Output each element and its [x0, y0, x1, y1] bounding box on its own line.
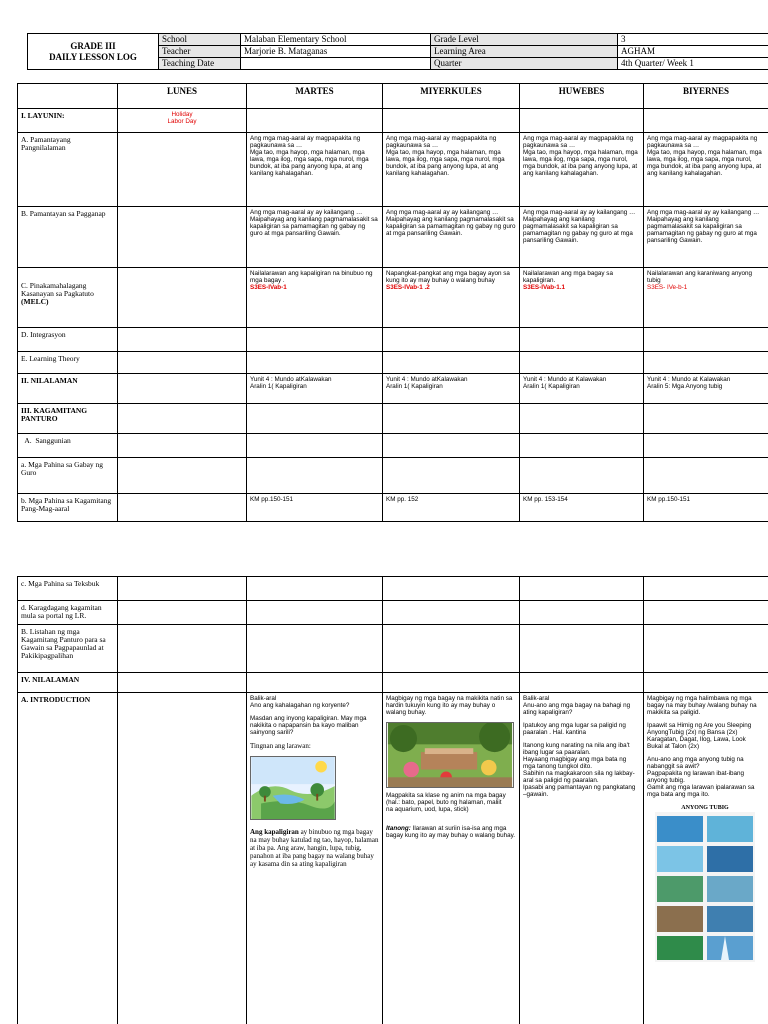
row-label: b. Mga Pahina sa Kagamitang Pang-Mag-aaral: [18, 494, 118, 522]
anyong-tubig-chart: [655, 804, 755, 962]
environment-illustration: [250, 756, 336, 820]
cell-text: Magbigay ng mga halimbawa ng mga bagay na may buhay /walang buhay na makikita sa paligid.: [647, 695, 757, 716]
row-label: d. Karagdagang kagamitan mula sa portal ng LR.: [18, 601, 118, 625]
melc-text: Napangkat-pangkat ang mga bagay ayon sa kung ito ay may buhay o walang buhay: [386, 270, 510, 284]
cell-text: Balik-aral Ano ang kahalagahan ng koryente?: [250, 695, 350, 709]
teacher-value: Marjorie B. Mataganas: [241, 46, 431, 58]
water-forms-photos: [655, 812, 755, 962]
cell-text: Magbigay ng mga bagay na makikita natin sa hardin tukuyin kung ito ay may buhay o walang buhay.: [386, 695, 513, 716]
cell-text: [386, 825, 516, 839]
grade-level-value: 3: [618, 34, 768, 46]
melc-text: Nailalarawan ang kapaligiran na binubuo ng mga bagay .: [250, 270, 373, 284]
cell-text: Yunit 4 : Mundo atKalawakan Aralin 1( Kapaligiran: [383, 374, 520, 404]
corner-cell: [18, 84, 118, 109]
melc-abbr: (MELC): [21, 297, 49, 306]
day-header: MIYERKULES: [383, 84, 520, 109]
day-header: LUNES: [118, 84, 247, 109]
day-header: MARTES: [247, 84, 383, 109]
day-header: HUWEBES: [520, 84, 644, 109]
quarter-value: 4th Quarter/ Week 1: [618, 58, 768, 70]
cell-text: Ang mga mag-aaral ay magpapakita ng pagkaunawa sa … Mga tao, mga hayop, mga halaman, mga lawa, mga ilog, mga sapa, mga nurol, mga bundok, at iba pang anyong lupa, at ang kanilang kahalagahan.: [520, 133, 644, 207]
log-title: [28, 34, 159, 70]
cell-text: Ang mga mag-aaral ay magpapakita ng pagkaunawa sa … Mga tao, mga hayop, mga halaman, mga lawa, mga ilog, mga sapa, mga nurol, mga bundok, at iba pang anyong lupa, at ang kanilang kahalagahan.: [644, 133, 768, 207]
row-label: IV. NILALAMAN: [18, 673, 118, 693]
cell-text: [644, 268, 768, 328]
row-label: B. Pamantayan sa Pagganap: [18, 207, 118, 268]
melc-code: S3ES- IVe-b-1: [647, 284, 688, 291]
melc-label: C. Pinakamahalagang Kasanayan sa Pagkatuto: [21, 281, 94, 298]
cell-text: Itanong kung narating na nila ang iba't ibang lugar sa paaralan. Hayaang magbigay ang mga bata ng mga tanong tungkol dito. Sabihin na magkakaroon sila ng lakbay-aral sa paligid ng paaralan. Ipasabi ang pamantayan ng pangkatang –gawain.: [523, 742, 636, 798]
row-label: III. KAGAMITANG PANTURO: [18, 404, 118, 434]
row-label: II. NILALAMAN: [18, 374, 118, 404]
row-label: I. LAYUNIN:: [18, 109, 118, 133]
garden-photo: [386, 722, 514, 788]
melc-code: S3ES-IVab-1 .2: [386, 284, 430, 291]
melc-text: Nailalarawan ang mga bagay sa kapaligiran.: [523, 270, 613, 284]
cell-text: Anu-ano ang mga anyong tubig na nabanggit sa awit? Pagpapakita ng larawan ibat-ibang anyong tubig. Gamit ang mga larawan ipalarawan sa mga bata ang mga ito.: [647, 756, 755, 798]
day-header: BIYERNES: [644, 84, 768, 109]
cell-text: Yunit 4 : Mundo atKalawakan Aralin 1( Kapaligiran: [247, 374, 383, 404]
intro-cell-wed: [383, 693, 520, 1024]
kapaligiran-term: Ang kapaligiran: [250, 828, 299, 836]
cell-text: [247, 268, 383, 328]
melc-text: Nailalarawan ang karaniwang anyong tubig: [647, 270, 753, 284]
cell-text: Yunit 4 : Mundo at Kalawakan Aralin 5: Mga Anyong tubig: [644, 374, 768, 404]
learning-area-value: AGHAM: [618, 46, 768, 58]
itanong-label: Itanong:: [386, 825, 411, 832]
row-label: E. Learning Theory: [18, 352, 118, 374]
cell-text: Masdan ang inyong kapaligiran. May mga nakikita o napapansin ba kayo maliban sainyong sarili?: [250, 715, 367, 736]
cell-text: Magpakita sa klase ng anim na mga bagay (hal.: bato, papel, buto ng halaman, maliit na aquarium, uod, lupa, stick): [386, 792, 506, 813]
row-label: B. Listahan ng mga Kagamitang Panturo para sa Gawain sa Pagpapaunlad at Pakikipagpalihan: [18, 625, 118, 673]
cell-text: KM pp.150-151: [644, 494, 768, 522]
cell-text: [383, 268, 520, 328]
school-label: School: [159, 34, 241, 46]
anyong-tubig-title: ANYONG TUBIG: [681, 805, 729, 811]
melc-code: S3ES-IVab-1.1: [523, 284, 565, 291]
cell-text: Balik-aral Anu-ano ang mga bagay na bahagi ng ating kapaligiran?: [523, 695, 631, 716]
cell-text: [520, 268, 644, 328]
header-table: [27, 33, 768, 70]
row-label: [18, 268, 118, 328]
cell-text: Ang mga mag-aaral ay ay kailangang … Maipahayag ang kanilang pagmamalasakit sa kapaligiran sa pamamagitan ng gabay ng guro at mga pansariling Gawain.: [520, 207, 644, 268]
itanong-text: Ilarawan at suriin isa-isa ang mga bagay kung ito ay may buhay o walang buhay.: [386, 825, 516, 839]
holiday-text: Holiday: [171, 111, 193, 118]
lesson-table-continued: [17, 576, 768, 1024]
row-label: A. INTRODUCTION: [18, 693, 118, 1024]
cell-text: Ang mga mag-aaral ay ay kailangang … Maipahayag ang kanilang pagmamalasakit sa kapaligiran sa pamamagitan ng gabay ng guro at mga pansariling Gawain.: [383, 207, 520, 268]
teacher-label: Teacher: [159, 46, 241, 58]
intro-cell-tue: [247, 693, 383, 1024]
cell-text: Yunit 4 : Mundo at Kalawakan Aralin 1( Kapaligiran: [520, 374, 644, 404]
kapaligiran-definition: ay binubuo ng mga bagay na may buhay katulad ng tao, hayop, halaman at iba pa. Ang araw, hangin, lupa, tubig, panahon at iba pang bagay na walang buhay ay kasama din sa ating kapaligiran: [250, 828, 379, 868]
cell-text: Ipaawit sa Himig ng Are you Sleeping AnyongTubig (2x) ng Bansa (2x) Karagatan, Dagat, Ilog, Lawa, Look Bukal at Talon (2x): [647, 722, 752, 750]
labor-day-text: Labor Day: [167, 118, 197, 125]
row-label: D. Integrasyon: [18, 328, 118, 352]
quarter-label: Quarter: [431, 58, 618, 70]
teaching-date-value: [241, 58, 431, 70]
row-label: A. Sanggunian: [18, 434, 118, 458]
daily-lesson-log-title: DAILY LESSON LOG: [49, 51, 137, 62]
cell-text: Ang mga mag-aaral ay magpapakita ng pagkaunawa sa … Mga tao, mga hayop, mga halaman, mga lawa, mga ilog, mga sapa, mga nurol, mga bundok, at iba pang anyong lupa, at ang kanilang kahalagahan.: [383, 133, 520, 207]
cell-text: Ang mga mag-aaral ay ay kailangang … Maipahayag ang kanilang pagmamalasakit sa kapaligiran sa pamamagitan ng gabay ng guro at mga pansariling Gawain.: [247, 207, 383, 268]
cell-text: Ang mga mag-aaral ay ay kailangang … Maipahayag ang kanilang pagmamalasakit sa kapaligiran sa pamamagitan ng gabay ng guro at mga pansariling Gawain.: [644, 207, 768, 268]
lesson-table: [17, 83, 768, 522]
intro-cell-fri: [644, 693, 768, 1024]
learning-area-label: Learning Area: [431, 46, 618, 58]
grade-level-label: Grade Level: [431, 34, 618, 46]
teaching-date-label: Teaching Date: [159, 58, 241, 70]
row-label: a. Mga Pahina sa Gabay ng Guro: [18, 458, 118, 494]
cell-text: KM pp. 153-154: [520, 494, 644, 522]
cell-text: Ang mga mag-aaral ay magpapakita ng pagkaunawa sa … Mga tao, mga hayop, mga halaman, mga lawa, mga ilog, mga sapa, mga nurol, mga bundok, at iba pang anyong lupa, at ang kanilang kahalagahan.: [247, 133, 383, 207]
cell-text: KM pp.150-151: [247, 494, 383, 522]
intro-cell-thu: [520, 693, 644, 1024]
row-label: A. Pamantayang Pangnilalaman: [18, 133, 118, 207]
grade-title: GRADE III: [70, 40, 116, 51]
cell-text: Tingnan ang larawan:: [250, 742, 311, 750]
cell-text: KM pp. 152: [383, 494, 520, 522]
row-label: c. Mga Pahina sa Teksbuk: [18, 577, 118, 601]
cell-text: Ipatukoy ang mga lugar sa paligid ng paaralan . Hal. kantina: [523, 722, 626, 736]
school-value: Malaban Elementary School: [241, 34, 431, 46]
cell-text: [250, 828, 379, 868]
melc-code: S3ES-IVab-1: [250, 284, 287, 291]
holiday-note: [118, 109, 247, 133]
